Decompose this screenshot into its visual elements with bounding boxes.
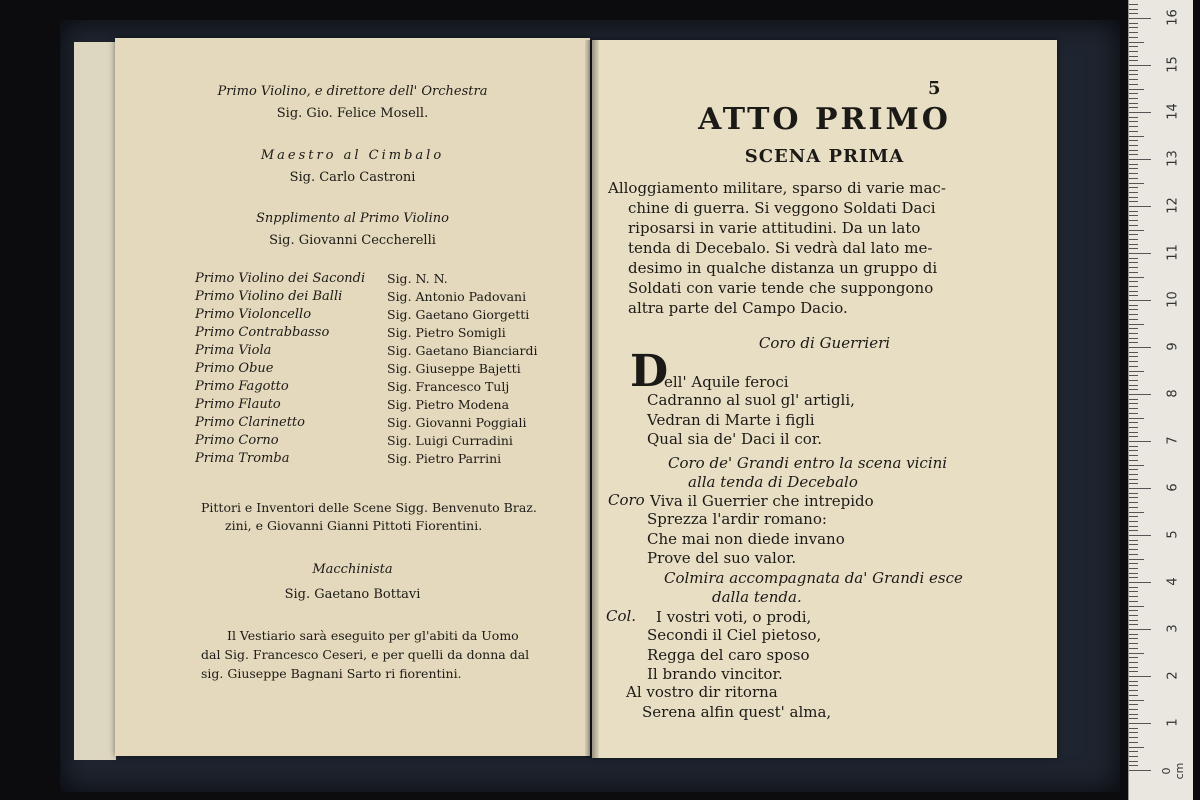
ruler-tick — [1129, 333, 1138, 334]
ruler-tick — [1129, 610, 1138, 611]
ruler-tick — [1129, 328, 1138, 329]
ruler-tick — [1129, 192, 1138, 193]
ruler-tick — [1129, 747, 1144, 748]
drop-cap: D — [630, 346, 669, 397]
ruler-tick — [1129, 728, 1138, 729]
ruler-number: 6 — [1165, 483, 1181, 492]
ruler-tick — [1129, 742, 1138, 743]
orchestra-name: Sig. Pietro Parrini — [387, 451, 502, 466]
ruler-tick — [1129, 117, 1138, 118]
stage-direction: dalla tenda. — [712, 588, 802, 606]
ruler-tick — [1129, 74, 1138, 75]
ruler-number: 15 — [1165, 56, 1181, 73]
ruler-tick — [1129, 197, 1138, 198]
speaker-label: Col. — [606, 607, 637, 625]
ruler-tick — [1129, 718, 1138, 719]
ruler-tick — [1129, 761, 1138, 762]
ruler-tick — [1129, 136, 1144, 137]
ruler-tick — [1129, 371, 1144, 372]
ruler-tick — [1129, 4, 1138, 5]
ruler-tick — [1129, 714, 1138, 715]
verse-line: Vedran di Marte i figli — [647, 410, 815, 429]
ruler-tick — [1129, 563, 1138, 564]
ruler-tick — [1129, 375, 1138, 376]
ruler-tick — [1129, 638, 1138, 639]
ruler-tick — [1129, 107, 1138, 108]
ruler-tick — [1129, 183, 1144, 184]
ruler-number: 11 — [1165, 244, 1181, 261]
stage-direction: Colmira accompagnata da' Grandi esce — [664, 569, 963, 587]
ruler-tick — [1129, 662, 1138, 663]
ruler-tick — [1129, 606, 1144, 607]
ruler-tick — [1129, 676, 1151, 677]
ruler-tick — [1129, 385, 1138, 386]
ruler-number: 8 — [1165, 389, 1181, 398]
stage-direction: Coro de' Grandi entro la scena vicini — [668, 454, 948, 472]
speaker-label: Coro — [608, 491, 645, 509]
violin-role: Primo Violino, e direttore dell' Orchestra — [217, 84, 488, 99]
orchestra-name: Sig. Giuseppe Bajetti — [387, 361, 521, 376]
act-title: ATTO PRIMO — [698, 102, 951, 137]
ruler-tick — [1129, 624, 1138, 625]
costume-line: dal Sig. Francesco Ceseri, e per quelli da donna dal — [201, 647, 530, 662]
ruler-tick — [1129, 516, 1138, 517]
ruler-tick — [1129, 507, 1138, 508]
ruler-tick — [1129, 281, 1138, 282]
ruler-tick — [1129, 770, 1151, 771]
left-page — [115, 38, 590, 756]
stage-direction: alla tenda di Decebalo — [688, 473, 858, 491]
ruler-tick — [1129, 258, 1138, 259]
ruler-tick — [1129, 300, 1151, 301]
verse-line: Qual sia de' Daci il cor. — [647, 430, 823, 448]
ruler-tick — [1129, 112, 1151, 113]
orchestra-role: Primo Violoncello — [195, 307, 312, 322]
ruler-tick — [1129, 582, 1151, 583]
ruler-tick — [1129, 291, 1138, 292]
ruler-tick — [1129, 366, 1138, 367]
ruler-tick — [1129, 272, 1138, 273]
cembalo-name: Sig. Carlo Castroni — [289, 170, 416, 185]
verse-line: Che mai non diede invano — [647, 529, 845, 548]
description-line: tenda di Decebalo. Si vedrà dal lato me- — [628, 239, 933, 257]
orchestra-role: Prima Tromba — [195, 451, 290, 466]
cembalo-role: Maestro al Cimbalo — [260, 148, 445, 163]
ruler-tick — [1129, 695, 1138, 696]
measuring-ruler — [1128, 0, 1193, 800]
ruler-tick — [1129, 577, 1138, 578]
ruler-tick — [1129, 469, 1138, 470]
ruler-number: 2 — [1165, 671, 1181, 680]
ruler-tick — [1129, 549, 1138, 550]
ruler-tick — [1129, 164, 1138, 165]
ruler-tick — [1129, 356, 1138, 357]
ruler-tick — [1129, 751, 1138, 752]
verse-line: Sprezza l'ardir romano: — [647, 510, 827, 528]
ruler-tick — [1129, 314, 1138, 315]
ruler-tick — [1129, 51, 1138, 52]
verse-block — [626, 683, 831, 722]
ruler-tick — [1129, 737, 1138, 738]
orchestra-name: Sig. Luigi Curradini — [387, 433, 513, 448]
ruler-tick — [1129, 436, 1138, 437]
ruler-tick — [1129, 84, 1138, 85]
ruler-tick — [1129, 32, 1138, 33]
verse-block — [647, 391, 855, 450]
ruler-tick — [1129, 483, 1138, 484]
ruler-tick — [1129, 131, 1138, 132]
ruler-tick — [1129, 474, 1138, 475]
ruler-tick — [1129, 493, 1138, 494]
ruler-tick — [1129, 446, 1138, 447]
ruler-tick — [1129, 488, 1151, 489]
ruler-tick — [1129, 206, 1151, 207]
ruler-tick — [1129, 126, 1138, 127]
ruler-tick — [1129, 671, 1138, 672]
verse-line: Serena alfin quest' alma, — [642, 702, 832, 721]
ruler-tick — [1129, 361, 1138, 362]
ruler-tick — [1129, 479, 1138, 480]
verse-line: Al vostro dir ritorna — [626, 683, 778, 701]
ruler-tick — [1129, 262, 1138, 263]
ruler-tick — [1129, 324, 1144, 325]
ruler-tick — [1129, 27, 1138, 28]
ruler-tick — [1129, 145, 1138, 146]
ruler-number: 13 — [1165, 150, 1181, 167]
ruler-tick — [1129, 540, 1138, 541]
ruler-tick — [1129, 18, 1151, 19]
ruler-number: 14 — [1165, 103, 1181, 120]
costume-line: sig. Giuseppe Bagnani Sarto ri fiorentini. — [201, 666, 462, 681]
orchestra-role: Primo Violino dei Balli — [195, 289, 343, 304]
ruler-number: 4 — [1165, 577, 1181, 586]
verse-line: Regga del caro sposo — [647, 645, 810, 664]
ruler-tick — [1129, 187, 1138, 188]
description-line: Alloggiamento militare, sparso di varie mac- — [608, 179, 946, 197]
ruler-tick — [1129, 319, 1138, 320]
ruler-tick — [1129, 46, 1138, 47]
ruler-tick — [1129, 643, 1138, 644]
orchestra-role: Primo Fagotto — [195, 379, 289, 394]
ruler-tick — [1129, 723, 1151, 724]
ruler-tick — [1129, 648, 1138, 649]
ruler-tick — [1129, 178, 1138, 179]
scene-title: SCENA PRIMA — [744, 146, 905, 167]
ruler-tick — [1129, 220, 1138, 221]
ruler-tick — [1129, 591, 1138, 592]
ruler-number: 10 — [1165, 291, 1181, 308]
ruler-tick — [1129, 225, 1138, 226]
ruler-tick — [1129, 309, 1138, 310]
ruler-tick — [1129, 596, 1138, 597]
orchestra-name: Sig. Francesco Tulj — [387, 379, 510, 394]
ruler-tick — [1129, 408, 1138, 409]
ruler-tick — [1129, 432, 1138, 433]
chorus-heading: Coro di Guerrieri — [758, 334, 891, 352]
orchestra-name: Sig. Giovanni Poggiali — [387, 415, 527, 430]
orchestra-name: Sig. Antonio Padovani — [387, 289, 527, 304]
ruler-tick — [1129, 620, 1138, 621]
verse-block — [647, 626, 821, 685]
ruler-tick — [1129, 530, 1138, 531]
ruler-tick — [1129, 502, 1138, 503]
ruler-tick — [1129, 65, 1151, 66]
verse-line: Viva il Guerrier che intrepido — [650, 492, 874, 510]
ruler-tick — [1129, 700, 1144, 701]
ruler-tick — [1129, 159, 1151, 160]
description-line: riposarsi in varie attitudini. Da un lato — [628, 219, 921, 237]
supplement-role: Snpplimento al Primo Violino — [256, 211, 449, 226]
verse-line: I vostri voti, o prodi, — [656, 608, 812, 626]
ruler-tick — [1129, 352, 1138, 353]
ruler-tick — [1129, 704, 1138, 705]
ruler-tick — [1129, 389, 1138, 390]
machinist-role: Macchinista — [312, 562, 393, 577]
ruler-tick — [1129, 629, 1151, 630]
ruler-unit-label: 0 cm — [1160, 762, 1186, 780]
orchestra-name: Sig. Pietro Modena — [387, 397, 510, 412]
ruler-tick — [1129, 657, 1138, 658]
ruler-tick — [1129, 512, 1144, 513]
orchestra-name: Sig. Gaetano Giorgetti — [387, 307, 530, 322]
ruler-tick — [1129, 140, 1138, 141]
ruler-tick — [1129, 23, 1138, 24]
ruler-tick — [1129, 154, 1138, 155]
ruler-tick — [1129, 277, 1144, 278]
ruler-tick — [1129, 732, 1138, 733]
flyleaf — [74, 42, 116, 760]
orchestra-role: Primo Obue — [195, 361, 274, 376]
ruler-tick — [1129, 450, 1138, 451]
ruler-tick — [1129, 60, 1138, 61]
ruler-number: 12 — [1165, 197, 1181, 214]
ruler-tick — [1129, 399, 1138, 400]
ruler-number: 1 — [1165, 718, 1181, 727]
verse-block — [647, 510, 845, 569]
description-line: chine di guerra. Si veggono Soldati Daci — [628, 199, 936, 217]
ruler-tick — [1129, 37, 1138, 38]
orchestra-role: Primo Violino dei Sacondi — [195, 271, 366, 286]
description-line: altra parte del Campo Dacio. — [628, 299, 848, 317]
ruler-tick — [1129, 9, 1138, 10]
orchestra-names — [387, 270, 537, 468]
machinist-name: Sig. Gaetano Bottavi — [284, 587, 421, 602]
ruler-tick — [1129, 413, 1138, 414]
orchestra-role: Primo Contrabbasso — [195, 325, 330, 340]
ruler-number: 16 — [1165, 9, 1181, 26]
book-gutter — [585, 40, 599, 758]
ruler-tick — [1129, 521, 1138, 522]
ruler-tick — [1129, 253, 1151, 254]
ruler-tick — [1129, 497, 1138, 498]
verse-line: Il brando vincitor. — [647, 665, 783, 683]
ruler-tick — [1129, 79, 1138, 80]
ruler-tick — [1129, 234, 1138, 235]
ruler-tick — [1129, 70, 1138, 71]
ruler-tick — [1129, 681, 1138, 682]
verse-line: Prove del suo valor. — [647, 549, 797, 567]
ruler-tick — [1129, 685, 1138, 686]
ruler-number: 7 — [1165, 436, 1181, 445]
ruler-tick — [1129, 573, 1138, 574]
orchestra-role: Prima Viola — [195, 343, 272, 358]
ruler-tick — [1129, 248, 1138, 249]
ruler-tick — [1129, 98, 1138, 99]
ruler-tick — [1129, 173, 1138, 174]
ruler-tick — [1129, 455, 1138, 456]
ruler-tick — [1129, 568, 1138, 569]
orchestra-role: Primo Clarinetto — [195, 415, 305, 430]
ruler-tick — [1129, 211, 1138, 212]
ruler-tick — [1129, 526, 1138, 527]
ruler-tick — [1129, 150, 1138, 151]
ruler-tick — [1129, 544, 1138, 545]
ruler-tick — [1129, 709, 1138, 710]
verse-line: Secondi il Ciel pietoso, — [647, 626, 822, 644]
costume-line: Il Vestiario sarà eseguito per gl'abiti da Uomo — [227, 628, 519, 643]
orchestra-role: Primo Corno — [195, 433, 279, 448]
supplement-name: Sig. Giovanni Ceccherelli — [269, 233, 436, 248]
orchestra-role: Primo Flauto — [195, 397, 281, 412]
ruler-tick — [1129, 441, 1151, 442]
ruler-tick — [1129, 653, 1144, 654]
ruler-tick — [1129, 56, 1138, 57]
ruler-tick — [1129, 295, 1138, 296]
ruler-tick — [1129, 338, 1138, 339]
painters-line: Pittori e Inventori delle Scene Sigg. Benvenuto Braz. — [201, 500, 537, 515]
violin-name: Sig. Gio. Felice Mosell. — [276, 106, 429, 121]
scene-description — [608, 178, 946, 318]
ruler-tick — [1129, 427, 1138, 428]
ruler-tick — [1129, 756, 1138, 757]
ruler-tick — [1129, 667, 1138, 668]
orchestra-roles — [195, 270, 365, 468]
ruler-tick — [1129, 347, 1151, 348]
orchestra-name: Sig. Gaetano Bianciardi — [387, 343, 538, 358]
ruler-tick — [1129, 93, 1138, 94]
ruler-tick — [1129, 286, 1138, 287]
ruler-tick — [1129, 201, 1138, 202]
ruler-tick — [1129, 394, 1151, 395]
ruler-number: 5 — [1165, 530, 1181, 539]
ruler-tick — [1129, 342, 1138, 343]
ruler-tick — [1129, 465, 1144, 466]
ruler-tick — [1129, 587, 1138, 588]
ruler-tick — [1129, 559, 1144, 560]
ruler-number: 3 — [1165, 624, 1181, 633]
description-line: Soldati con varie tende che suppongono — [628, 279, 934, 297]
page-number: 5 — [928, 78, 941, 99]
ruler-tick — [1129, 230, 1144, 231]
ruler-tick — [1129, 13, 1138, 14]
verse-line: Cadranno al suol gl' artigli, — [647, 391, 855, 409]
right-page — [592, 40, 1057, 758]
ruler-tick — [1129, 103, 1138, 104]
orchestra-name: Sig. N. N. — [387, 271, 448, 286]
ruler-tick — [1129, 305, 1138, 306]
ruler-number: 9 — [1165, 342, 1181, 351]
ruler-tick — [1129, 615, 1138, 616]
ruler-tick — [1129, 380, 1138, 381]
ruler-tick — [1129, 554, 1138, 555]
painters-line: zini, e Giovanni Gianni Pittoti Fiorentini. — [225, 518, 483, 533]
ruler-tick — [1129, 121, 1138, 122]
ruler-tick — [1129, 535, 1151, 536]
ruler-tick — [1129, 267, 1138, 268]
ruler-tick — [1129, 765, 1138, 766]
verse-line: ell' Aquile feroci — [664, 373, 789, 391]
ruler-tick — [1129, 244, 1138, 245]
ruler-tick — [1129, 601, 1138, 602]
ruler-tick — [1129, 403, 1138, 404]
ruler-tick — [1129, 239, 1138, 240]
ruler-tick — [1129, 215, 1138, 216]
ruler-tick — [1129, 89, 1144, 90]
orchestra-name: Sig. Pietro Somigli — [387, 325, 506, 340]
ruler-tick — [1129, 460, 1138, 461]
description-line: desimo in qualche distanza un gruppo di — [628, 259, 938, 277]
ruler-tick — [1129, 42, 1144, 43]
ruler-tick — [1129, 422, 1138, 423]
ruler-tick — [1129, 634, 1138, 635]
ruler-tick — [1129, 418, 1144, 419]
ruler-tick — [1129, 168, 1138, 169]
ruler-tick — [1129, 690, 1138, 691]
